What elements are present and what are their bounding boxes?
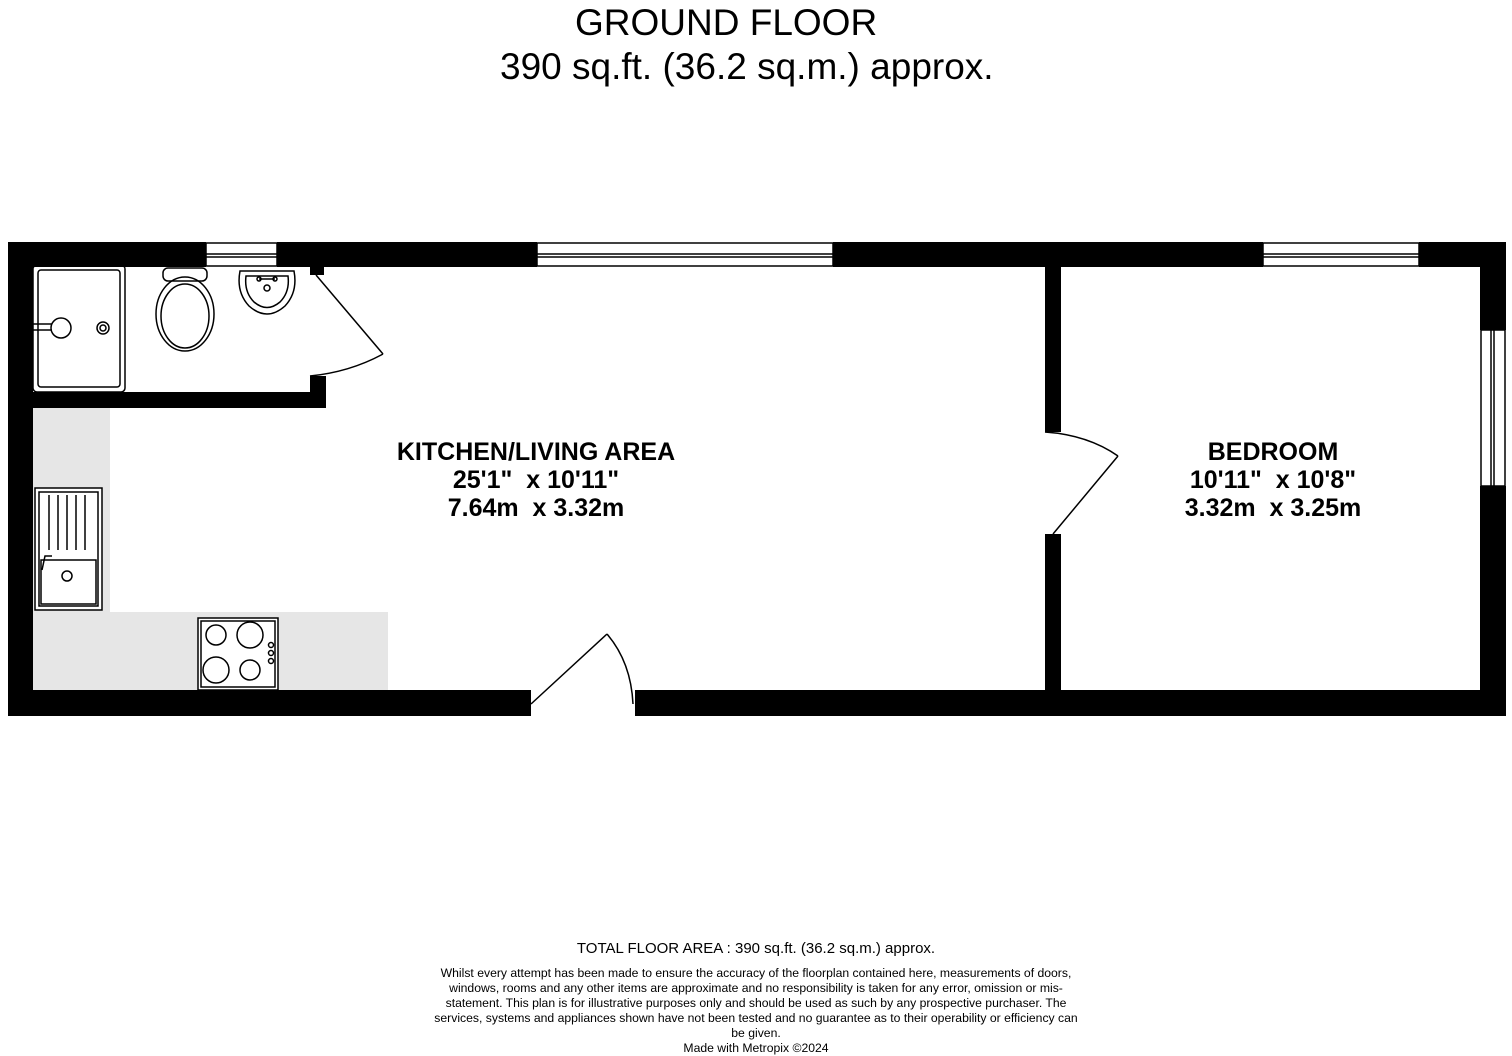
bedroom-metric: 3.32m x 3.25m	[1184, 494, 1362, 522]
bedroom-door	[1045, 432, 1118, 534]
credit: Made with Metropix ©2024	[683, 1041, 829, 1055]
window-bathroom	[206, 243, 277, 266]
kitchen-name: KITCHEN/LIVING AREA	[396, 438, 676, 466]
window-bedroom-top	[1263, 243, 1419, 266]
front-door	[531, 634, 633, 704]
bedroom-name: BEDROOM	[1207, 438, 1339, 466]
window-bedroom-side	[1481, 330, 1505, 486]
kitchen-metric: 7.64m x 3.32m	[447, 494, 625, 522]
wash-basin-icon	[239, 271, 295, 314]
shower-tray-icon	[33, 265, 125, 392]
hob-icon	[198, 618, 278, 690]
floor-name: GROUND FLOOR	[575, 2, 878, 43]
total-floor-area: TOTAL FLOOR AREA : 390 sq.ft. (36.2 sq.m.) approx.	[576, 940, 936, 957]
bathroom-door	[310, 275, 383, 376]
toilet-icon	[156, 268, 214, 351]
kitchen-imperial: 25'1" x 10'11"	[452, 466, 620, 494]
footer	[0, 940, 1512, 1056]
disclaimer: Whilst every attempt has been made to ensure the accuracy of the floorplan contained here, measurements of doors, windows, rooms and any other items are approximate and no responsibility is taken for any error, omission or mis-statement. This plan is for illustrative purposes only and should be used as such by any prospective purchaser. The services, systems and appliances shown have not been tested and no guarantee as to their operability or efficiency can be given.	[434, 966, 1078, 1040]
bedroom-imperial: 10'11" x 10'8"	[1189, 466, 1357, 494]
floor-area: 390 sq.ft. (36.2 sq.m.) approx.	[500, 46, 994, 87]
bedroom-label	[1128, 438, 1418, 522]
kitchen-label	[366, 438, 706, 522]
window-kitchen	[537, 243, 833, 266]
kitchen-sink-icon	[35, 488, 102, 610]
